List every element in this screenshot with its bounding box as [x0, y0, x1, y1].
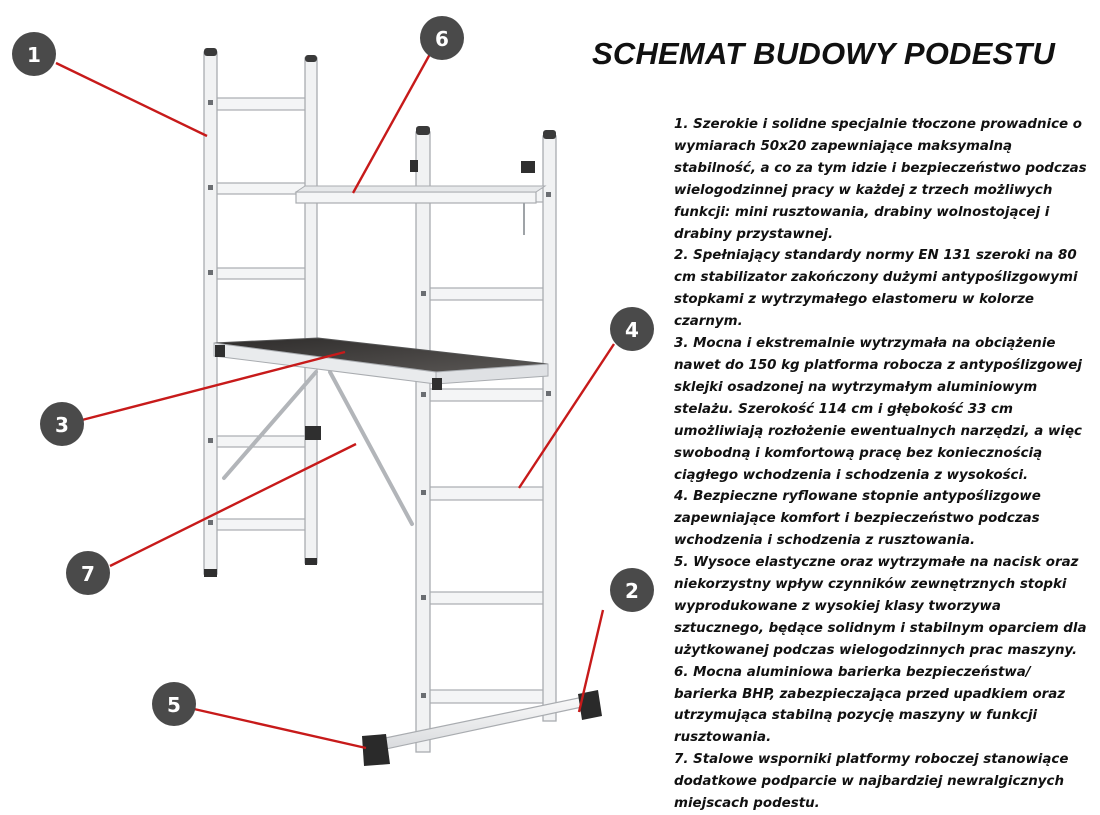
- brace-clamp: [305, 426, 321, 440]
- badge-1: [12, 32, 56, 76]
- badge-4: [610, 307, 654, 351]
- foot-left: [362, 734, 390, 766]
- work-platform: [214, 338, 548, 390]
- badge-6-number: 6: [435, 27, 449, 51]
- description-item-4: 4. Bezpieczne ryflowane stopnie antypoślizgowe zapewniające komfort i bezpieczeństwo podczas wchodzenia i schodzenia z rusztowania.: [674, 489, 1041, 549]
- badge-3-number: 3: [55, 413, 69, 437]
- description-item-6: 6. Mocna aluminiowa barierka bezpieczeństwa/ barierka BHP, zabezpieczająca przed upadkiem oraz utrzymująca stabilną pozycję maszyny w funkcji rusztowania.: [674, 664, 1066, 746]
- page-title: SCHEMAT BUDOWY PODESTU: [592, 36, 1056, 71]
- badge-4-number: 4: [625, 318, 639, 342]
- description-item-5: 5. Wysoce elastyczne oraz wytrzymałe na nacisk oraz niekorzystny wpływ czynników zewnętrznych stopki wyprodukowane z wysokiej klasy tworzywa sztucznego, będące solidnym i stabilnym oparciem dla użytkowanej podczas wielogodzinnych prac maszyny.: [674, 555, 1087, 658]
- description-item-1: 1. Szerokie i solidne specjalnie tłoczone prowadnice o wymiarach 50x20 zapewniające maksymalną stabilność, a co za tym idzie i bezpieczeństwo podczas wielogodzinnej pracy w każdej z trzech możliwych funkcji: mini rusztowania, drabiny wolnostojącej i drabiny przystawnej.: [674, 117, 1087, 242]
- badge-6: [420, 16, 464, 60]
- description-list: [674, 114, 1094, 815]
- badge-1-number: 1: [27, 43, 41, 67]
- steel-braces: [224, 372, 412, 524]
- badge-7: [66, 551, 110, 595]
- description-item-3: 3. Mocna i ekstremalnie wytrzymała na obciążenie nawet do 150 kg platforma robocza z antypoślizgowej sklejki osadzonej na wytrzymałym aluminiowym stelażu. Szerokość 114 cm i głębokość 33 cm umożliwiają rozłożenie ewentualnych narzędzi, a więc swobodną i komfortową pracę bez koniecznością ciągłego wchodzenia i schodzenia z wysokości.: [674, 336, 1082, 483]
- badge-3: [40, 402, 84, 446]
- description-item-7: 7. Stalowe wsporniki platformy roboczej stanowiące dodatkowe podparcie w najbardziej newralgicznych miejscach podestu.: [674, 752, 1069, 812]
- badge-2: [610, 568, 654, 612]
- badge-2-number: 2: [625, 579, 639, 603]
- badge-7-number: 7: [81, 562, 95, 586]
- front-ladder: [416, 126, 556, 752]
- description-item-2: 2. Spełniający standardy normy EN 131 szeroki na 80 cm stabilizator zakończony dużymi antypoślizgowymi stopkami z wytrzymałego elastomeru w kolorze czarnym.: [674, 248, 1078, 330]
- badge-5: [152, 682, 196, 726]
- badge-5-number: 5: [167, 693, 181, 717]
- back-ladder: [204, 48, 317, 577]
